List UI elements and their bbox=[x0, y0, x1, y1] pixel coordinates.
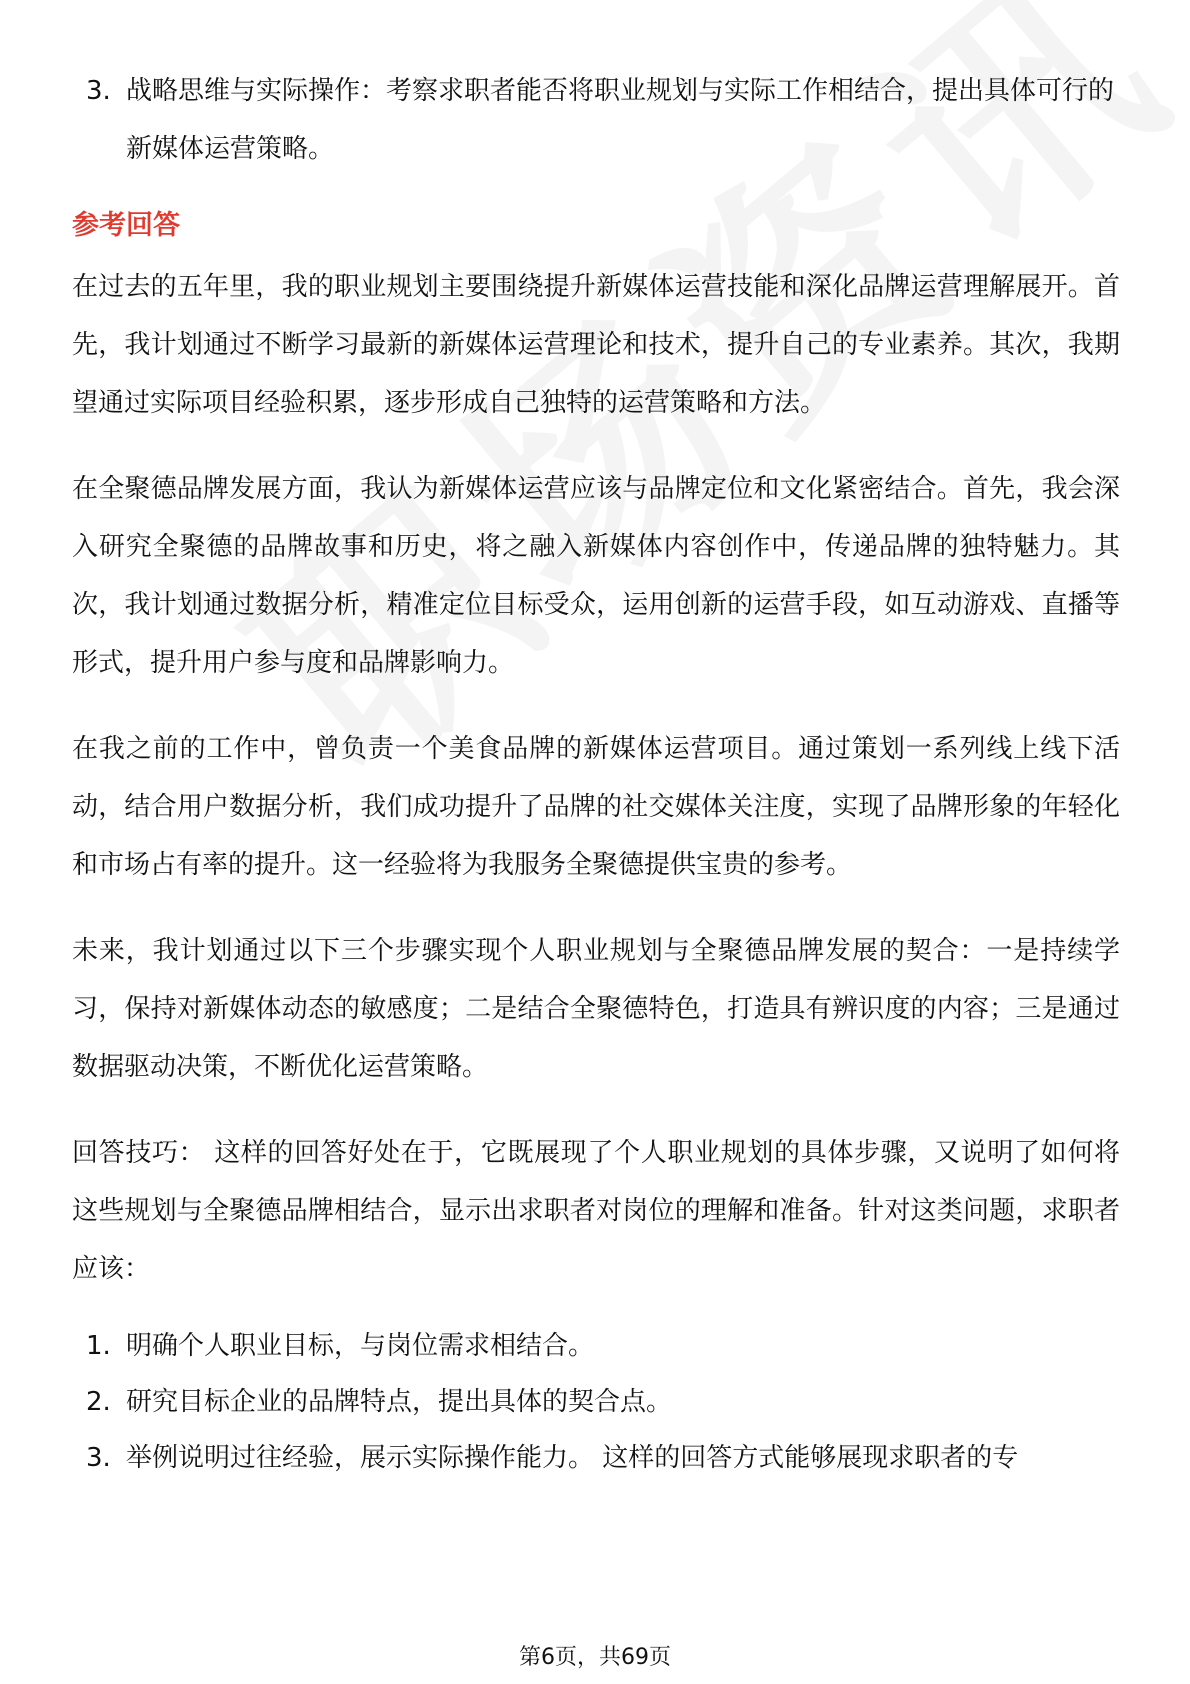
list-item-text: 战略思维与实际操作：考察求职者能否将职业规划与实际工作相结合，提出具体可行的新媒体运营策略。 bbox=[126, 76, 1115, 164]
paragraph: 未来，我计划通过以下三个步骤实现个人职业规划与全聚德品牌发展的契合：一是持续学习，保持对新媒体动态的敏感度；二是结合全聚德特色，打造具有辨识度的内容；三是通过数据驱动决策，不断优化运营策略。 bbox=[72, 936, 1120, 1082]
list-item-text: 举例说明过往经验，展示实际操作能力。 这样的回答方式能够展现求职者的专 bbox=[126, 1443, 1019, 1473]
paragraph-tips: 回答技巧： 这样的回答好处在于，它既展现了个人职业规划的具体步骤，又说明了如何将这些规划与全聚德品牌相结合，显示出求职者对岗位的理解和准备。针对这类问题，求职者应该： bbox=[72, 1138, 1120, 1284]
intro-list bbox=[72, 62, 1120, 178]
list-item-number: 1. bbox=[86, 1331, 111, 1361]
list-item-number: 3. bbox=[86, 76, 111, 106]
list-item-text: 研究目标企业的品牌特点，提出具体的契合点。 bbox=[126, 1387, 673, 1417]
paragraph: 在我之前的工作中，曾负责一个美食品牌的新媒体运营项目。通过策划一系列线上线下活动，结合用户数据分析，我们成功提升了品牌的社交媒体关注度，实现了品牌形象的年轻化和市场占有率的提升。这一经验将为我服务全聚德提供宝贵的参考。 bbox=[72, 734, 1120, 880]
section-title: 参考回答 bbox=[72, 210, 180, 241]
list-item bbox=[72, 1430, 1120, 1486]
list-item bbox=[72, 62, 1120, 178]
tips-list bbox=[72, 1318, 1120, 1486]
paragraph: 在全聚德品牌发展方面，我认为新媒体运营应该与品牌定位和文化紧密结合。首先，我会深入研究全聚德的品牌故事和历史，将之融入新媒体内容创作中，传递品牌的独特魅力。其次，我计划通过数据分析，精准定位目标受众，运用创新的运营手段，如互动游戏、直播等形式，提升用户参与度和品牌影响力。 bbox=[72, 474, 1120, 678]
page-footer: 第6页，共69页 bbox=[519, 1645, 671, 1670]
paragraph: 在过去的五年里，我的职业规划主要围绕提升新媒体运营技能和深化品牌运营理解展开。首先，我计划通过不断学习最新的新媒体运营理论和技术，提升自己的专业素养。其次，我期望通过实际项目经验积累，逐步形成自己独特的运营策略和方法。 bbox=[72, 272, 1120, 418]
list-item-number: 2. bbox=[86, 1387, 111, 1417]
page-content bbox=[72, 62, 1120, 1486]
list-item bbox=[72, 1318, 1120, 1374]
list-item-number: 3. bbox=[86, 1443, 111, 1473]
list-item-text: 明确个人职业目标，与岗位需求相结合。 bbox=[126, 1331, 595, 1361]
list-item bbox=[72, 1374, 1120, 1430]
